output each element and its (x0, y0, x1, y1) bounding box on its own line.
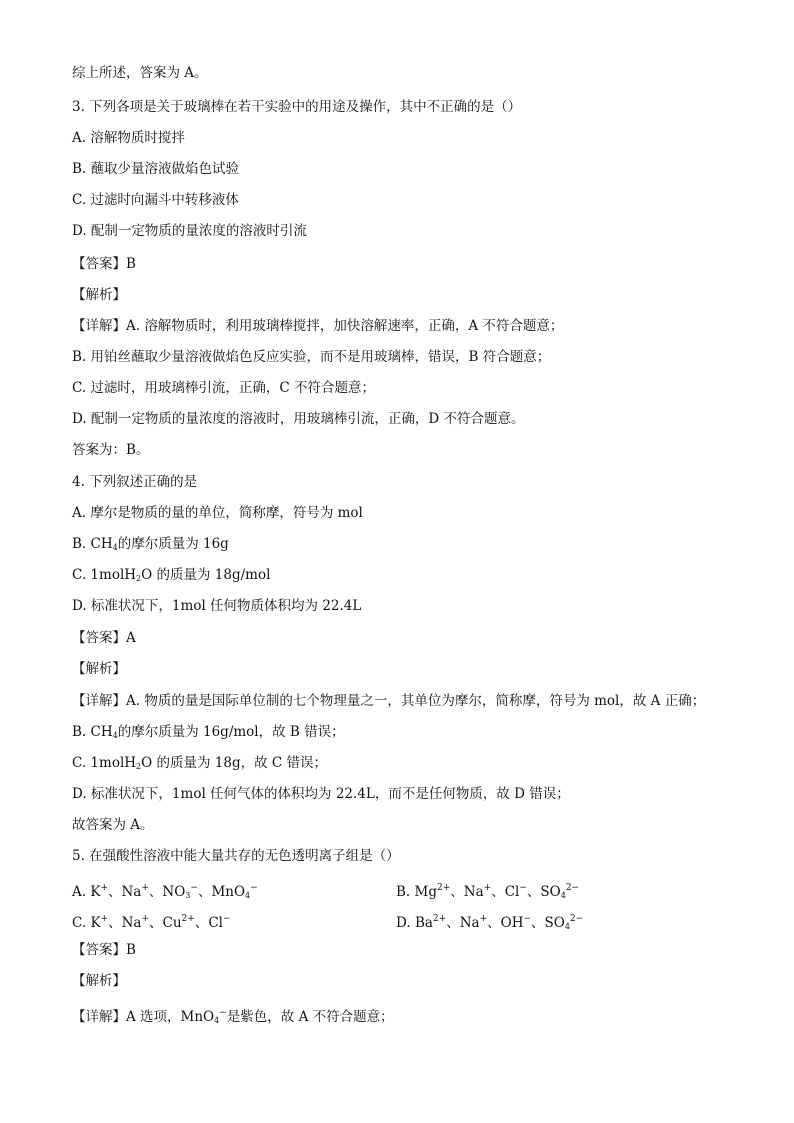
q5d-na: Na (459, 915, 480, 931)
q4e2-pre: B. CH (72, 724, 113, 740)
q5e1-post: 是紫色，故 A 不符合题意； (226, 1009, 394, 1025)
q5a-no: NO (162, 884, 186, 900)
question-3-stem: 3. 下列各项是关于玻璃棒在若干实验中的用途及操作，其中不正确的是（） (72, 99, 522, 115)
q5b-so-sub: 4 (560, 891, 566, 900)
q4c-post: O 的质量为 18g/mol (141, 567, 271, 583)
q5a-label: A. (72, 884, 91, 900)
q5c-sep2: 、 (149, 915, 163, 931)
q5b-cl: Cl (504, 884, 520, 900)
question-3-explanation-3: C. 过滤时，用玻璃棒引流，正确，C 不符合题意； (72, 380, 376, 396)
q4c-sub: 2 (136, 574, 142, 583)
q5d-so-charge: 2− (569, 914, 584, 924)
q4b-pre: B. CH (72, 536, 113, 552)
question-5-answer: 【答案】B (72, 942, 136, 958)
q5e1-sub: 4 (214, 1016, 220, 1025)
q5a-no-charge: − (190, 883, 198, 893)
question-5-stem: 5. 在强酸性溶液中能大量共存的无色透明离子组是（） (72, 848, 400, 864)
question-4-explanation-4: D. 标准状况下，1mol 任何气体的体积均为 22.4L，而不是任何物质，故 D 错误； (72, 786, 570, 802)
q5e1-pre: 【详解】A 选项，MnO (72, 1009, 215, 1025)
q5d-sep3: 、 (531, 915, 545, 931)
q5d-ba: Ba (414, 915, 433, 931)
q5a-mn-sub: 4 (245, 891, 251, 900)
q5b-sep1: 、 (450, 884, 464, 900)
q5d-so-sub: 4 (564, 922, 570, 931)
q5d-so: SO (544, 915, 565, 931)
question-4-option-c (72, 565, 270, 585)
q5a-sep2: 、 (148, 884, 163, 900)
q5d-ba-charge: 2+ (432, 914, 447, 924)
q5d-oh-charge: − (523, 914, 532, 924)
q4e3-sub: 2 (136, 762, 142, 771)
question-3-option-d: D. 配制一定物质的量浓度的溶液时引流 (72, 223, 307, 239)
q5d-sep2: 、 (487, 915, 501, 931)
q5b-sep2: 、 (491, 884, 505, 900)
q5e1-sup: − (219, 1008, 227, 1018)
question-4-stem: 4. 下列叙述正确的是 (72, 474, 198, 490)
q5b-so: SO (540, 884, 561, 900)
q5c-k: K (90, 915, 101, 931)
q5c-cu-charge: 2+ (181, 914, 195, 924)
q5a-sep1: 、 (107, 884, 122, 900)
question-5-option-c (72, 909, 231, 929)
q5d-oh: OH (500, 915, 524, 931)
question-3-explanation-2: B. 用铂丝蘸取少量溶液做焰色反应实验，而不是用玻璃棒，错误，B 符合题意； (72, 349, 551, 365)
q5c-na: Na (121, 915, 142, 931)
question-3-option-b: B. 蘸取少量溶液做焰色试验 (72, 161, 240, 177)
question-4-option-d: D. 标准状况下，1mol 任何物质体积均为 22.4L (72, 598, 362, 614)
q4e3-post: O 的质量为 18g，故 C 错误； (141, 755, 328, 771)
q4c-pre: C. 1molH (72, 567, 137, 583)
q4e2-post: 的摩尔质量为 16g/mol，故 B 错误； (117, 724, 345, 740)
q5d-na-charge: + (479, 914, 488, 924)
q5a-k: K (90, 884, 101, 900)
question-5-option-b (396, 878, 579, 898)
summary-line: 综上所述，答案为 A。 (72, 65, 208, 81)
q5d-label: D. (396, 915, 415, 931)
question-4-explanation-2 (72, 722, 345, 742)
q5b-so-charge: 2− (565, 883, 580, 893)
q5b-sep3: 、 (526, 884, 541, 900)
question-3-explanation-4: D. 配制一定物质的量浓度的溶液时，用玻璃棒引流，正确，D 不符合题意。 (72, 411, 525, 427)
q5b-cl-charge: − (519, 883, 527, 893)
q5c-sep3: 、 (194, 915, 209, 931)
question-3-final-answer: 答案为：B。 (72, 442, 150, 458)
q5c-k-charge: + (100, 914, 109, 924)
q5c-cl: Cl (208, 915, 223, 931)
question-3-option-c: C. 过滤时向漏斗中转移液体 (72, 192, 239, 208)
q5c-cl-charge: − (222, 914, 231, 924)
q4b-sub: 4 (112, 543, 118, 552)
question-3-answer: 【答案】B (72, 256, 136, 272)
q5d-sep1: 、 (446, 915, 460, 931)
q5b-mg: Mg (414, 884, 437, 900)
question-3-option-a: A. 溶解物质时搅拌 (72, 130, 185, 146)
q5b-label: B. (396, 884, 415, 900)
question-4-option-b (72, 534, 229, 554)
question-4-final-answer: 故答案为 A。 (72, 817, 154, 833)
question-5-analysis-heading: 【解析】 (72, 973, 126, 989)
question-5-explanation-1 (72, 1003, 394, 1023)
q5a-na: Na (121, 884, 142, 900)
q5c-label: C. (72, 915, 91, 931)
question-4-option-a: A. 摩尔是物质的量的单位，简称摩，符号为 mol (72, 505, 363, 521)
question-4-explanation-1: 【详解】A. 物质的量是国际单位制的七个物理量之一，其单位为摩尔，简称摩，符号为 mol，故 A 正确； (72, 693, 706, 709)
q5a-na-charge: + (141, 883, 149, 893)
q5a-mn-charge: − (250, 883, 258, 893)
q5b-mg-charge: 2+ (436, 883, 451, 893)
question-5-option-d (396, 909, 583, 929)
q4b-post: 的摩尔质量为 16g (117, 536, 229, 552)
q5a-sep3: 、 (197, 884, 212, 900)
question-4-analysis-heading: 【解析】 (72, 661, 126, 677)
question-5-option-a (72, 878, 258, 898)
question-4-answer: 【答案】A (72, 630, 136, 646)
question-3-analysis-heading: 【解析】 (72, 287, 126, 303)
q5c-cu: Cu (162, 915, 182, 931)
q4e3-pre: C. 1molH (72, 755, 137, 771)
q5b-na-charge: + (483, 883, 492, 893)
q5a-k-charge: + (100, 883, 108, 893)
q5c-na-charge: + (141, 914, 149, 924)
q5a-mn: MnO (211, 884, 246, 900)
question-3-explanation-1: 【详解】A. 溶解物质时，利用玻璃棒搅拌，加快溶解速率，正确，A 不符合题意； (72, 318, 564, 334)
q5c-sep1: 、 (108, 915, 122, 931)
question-4-explanation-3 (72, 753, 327, 773)
q5a-no-sub: 3 (185, 891, 191, 900)
q5b-na: Na (463, 884, 484, 900)
q4e2-sub: 4 (112, 731, 118, 740)
